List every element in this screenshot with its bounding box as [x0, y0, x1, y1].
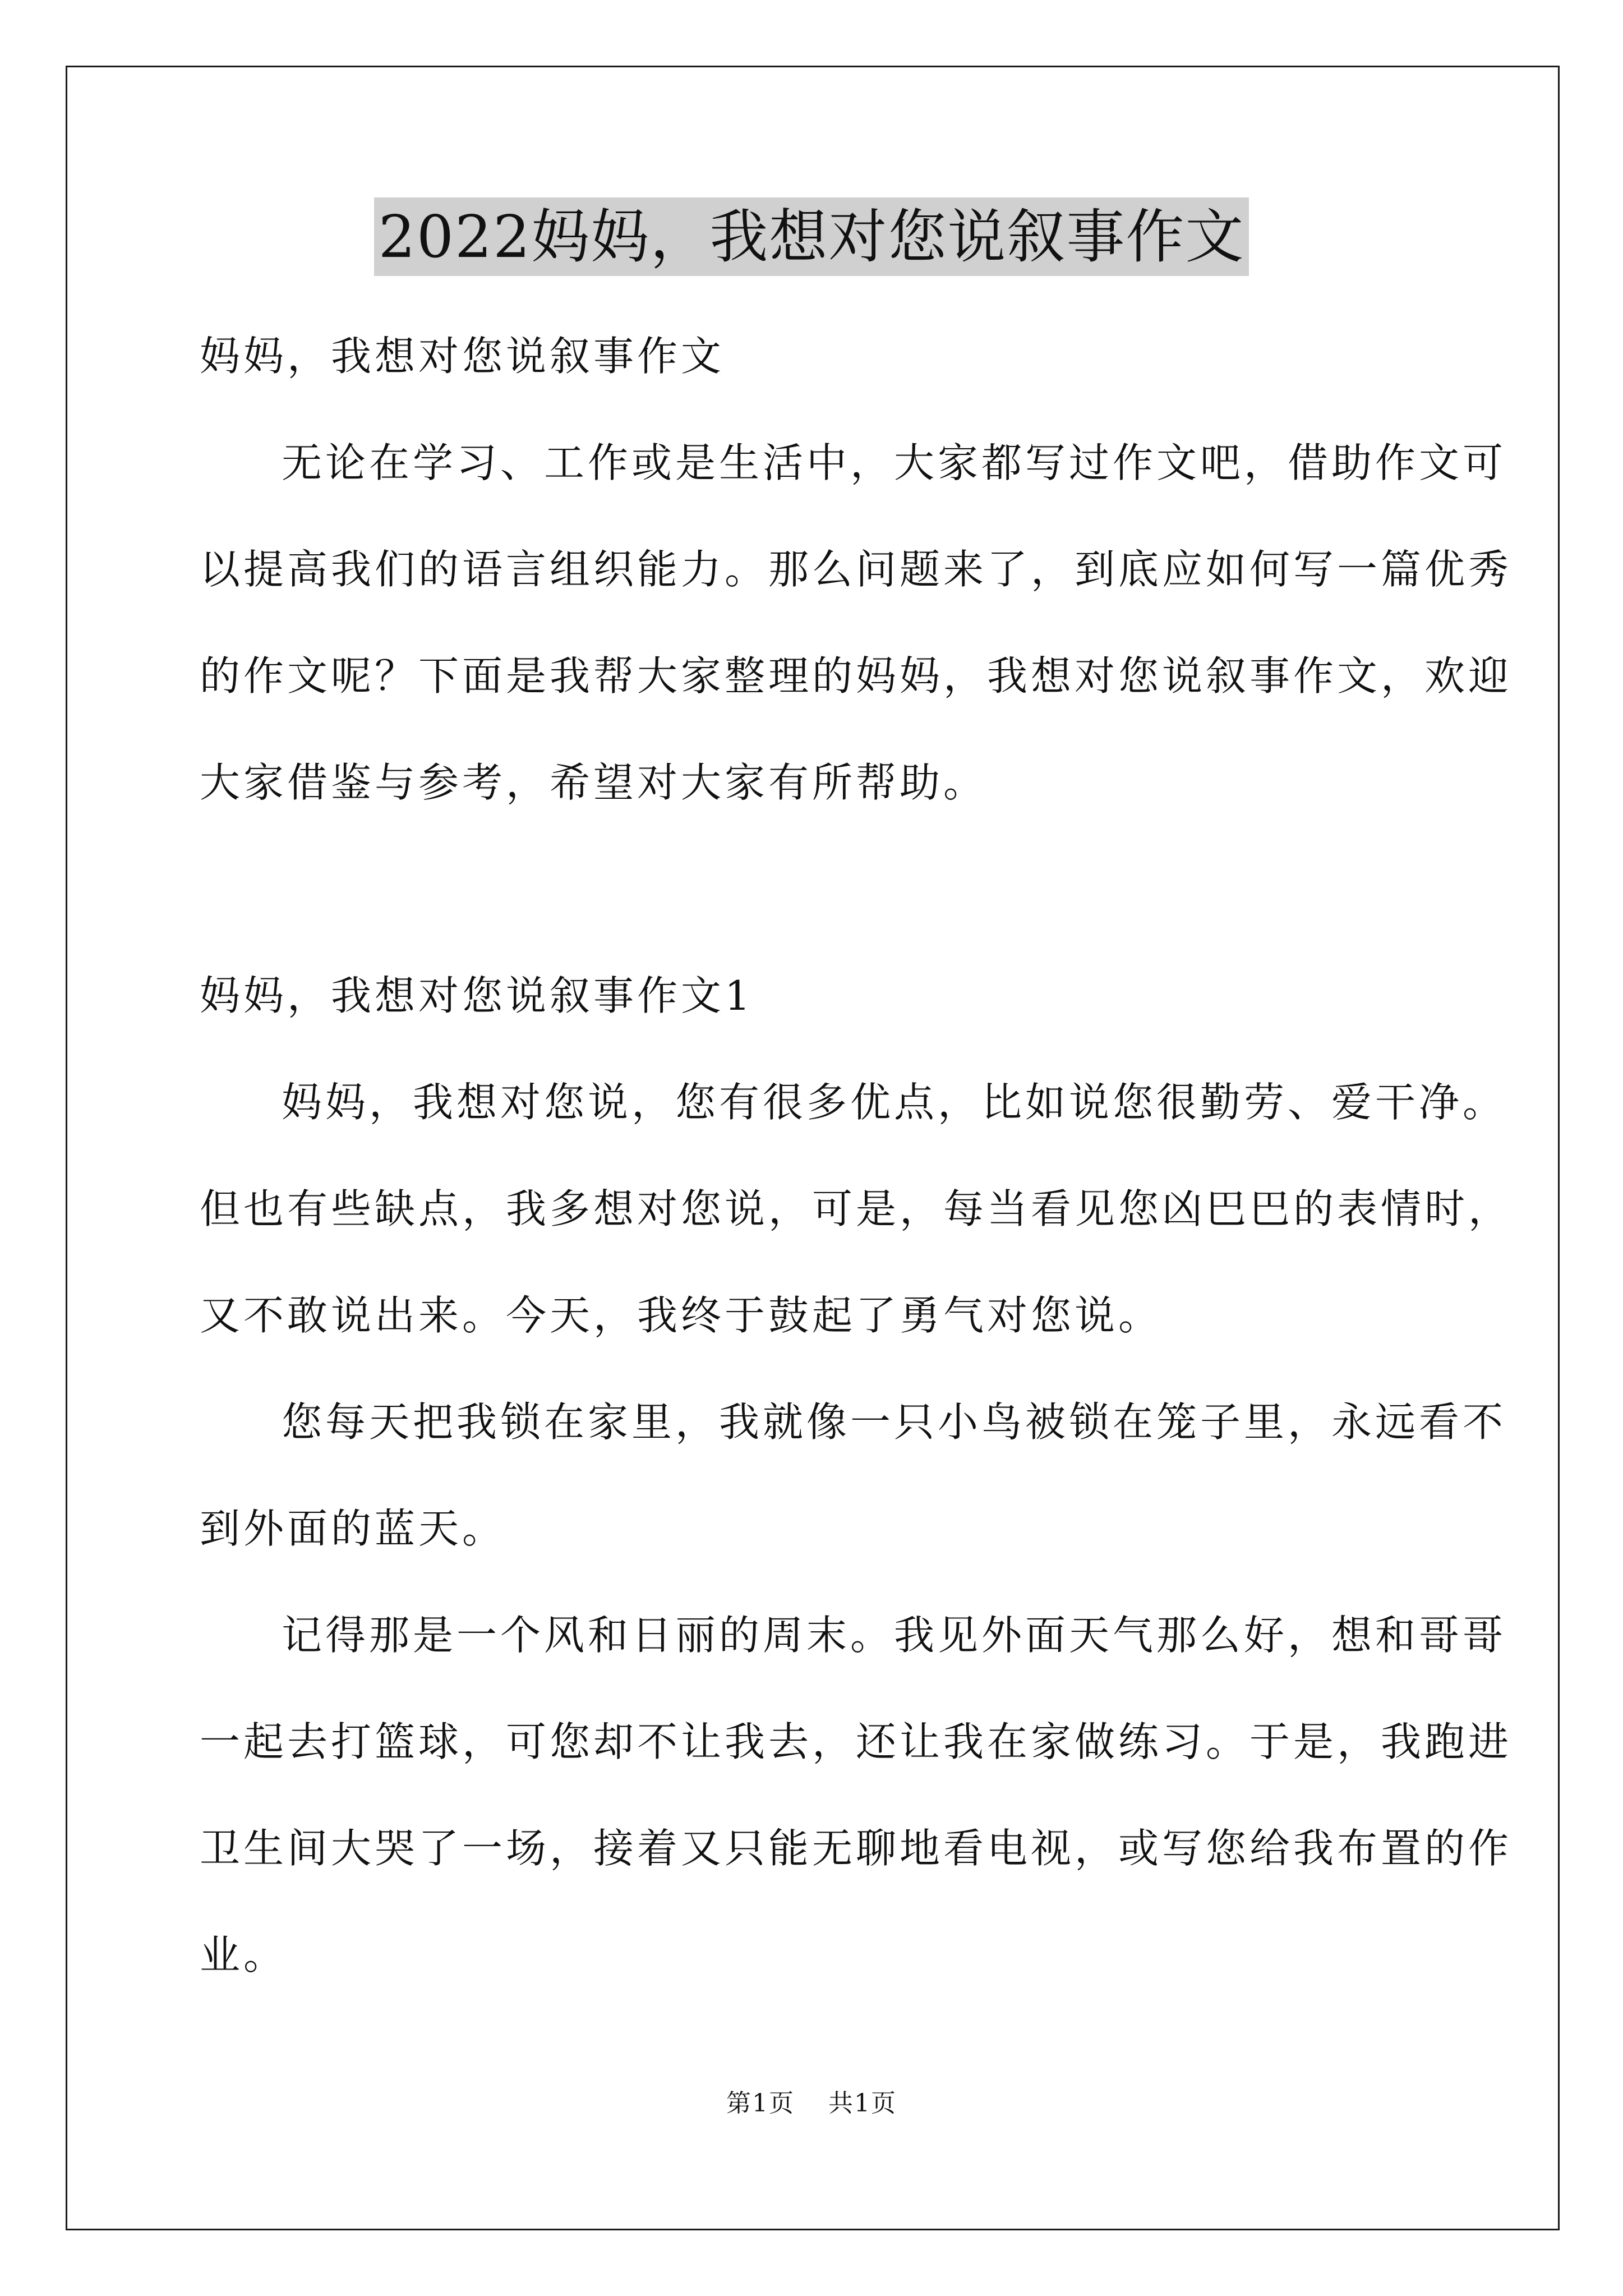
document-subtitle: 妈妈，我想对您说叙事作文 — [200, 333, 725, 380]
paragraph-line: 到外面的蓝天。 — [200, 1505, 506, 1552]
document-title: 2022妈妈，我想对您说叙事作文 — [374, 197, 1249, 276]
paragraph-line: 但也有些缺点，我多想对您说，可是，每当看见您凶巴巴的表情时， — [200, 1185, 1513, 1232]
page-number-total: 共1页 — [828, 2089, 897, 2118]
page-footer — [0, 2087, 1623, 2120]
paragraph-line: 妈妈，我想对您说，您有很多优点，比如说您很勤劳、爱干净。 — [282, 1079, 1507, 1126]
intro-line: 以提高我们的语言组织能力。那么问题来了，到底应如何写一篇优秀 — [200, 546, 1513, 593]
paragraph-line: 一起去打篮球，可您却不让我去，还让我在家做练习。于是，我跑进 — [200, 1718, 1513, 1765]
blank-line — [200, 836, 1433, 942]
intro-line: 大家借鉴与参考，希望对大家有所帮助。 — [200, 759, 988, 806]
intro-line: 无论在学习、工作或是生活中，大家都写过作文吧，借助作文可 — [282, 439, 1507, 486]
title-container — [0, 197, 1623, 276]
paragraph-line: 您每天把我锁在家里，我就像一只小鸟被锁在笼子里，永远看不 — [282, 1398, 1507, 1446]
paragraph-line: 记得那是一个风和日丽的周末。我见外面天气那么好，想和哥哥 — [282, 1612, 1507, 1659]
paragraph-line: 业。 — [200, 1931, 288, 1978]
page-number-current: 第1页 — [726, 2089, 795, 2118]
paragraph-line: 又不敢说出来。今天，我终于鼓起了勇气对您说。 — [200, 1292, 1163, 1339]
paragraph-line: 卫生间大哭了一场，接着又只能无聊地看电视，或写您给我布置的作 — [200, 1825, 1513, 1872]
document-body — [200, 303, 1513, 2008]
section-heading: 妈妈，我想对您说叙事作文1 — [200, 972, 754, 1019]
intro-line: 的作文呢？下面是我帮大家整理的妈妈，我想对您说叙事作文，欢迎 — [200, 652, 1513, 700]
